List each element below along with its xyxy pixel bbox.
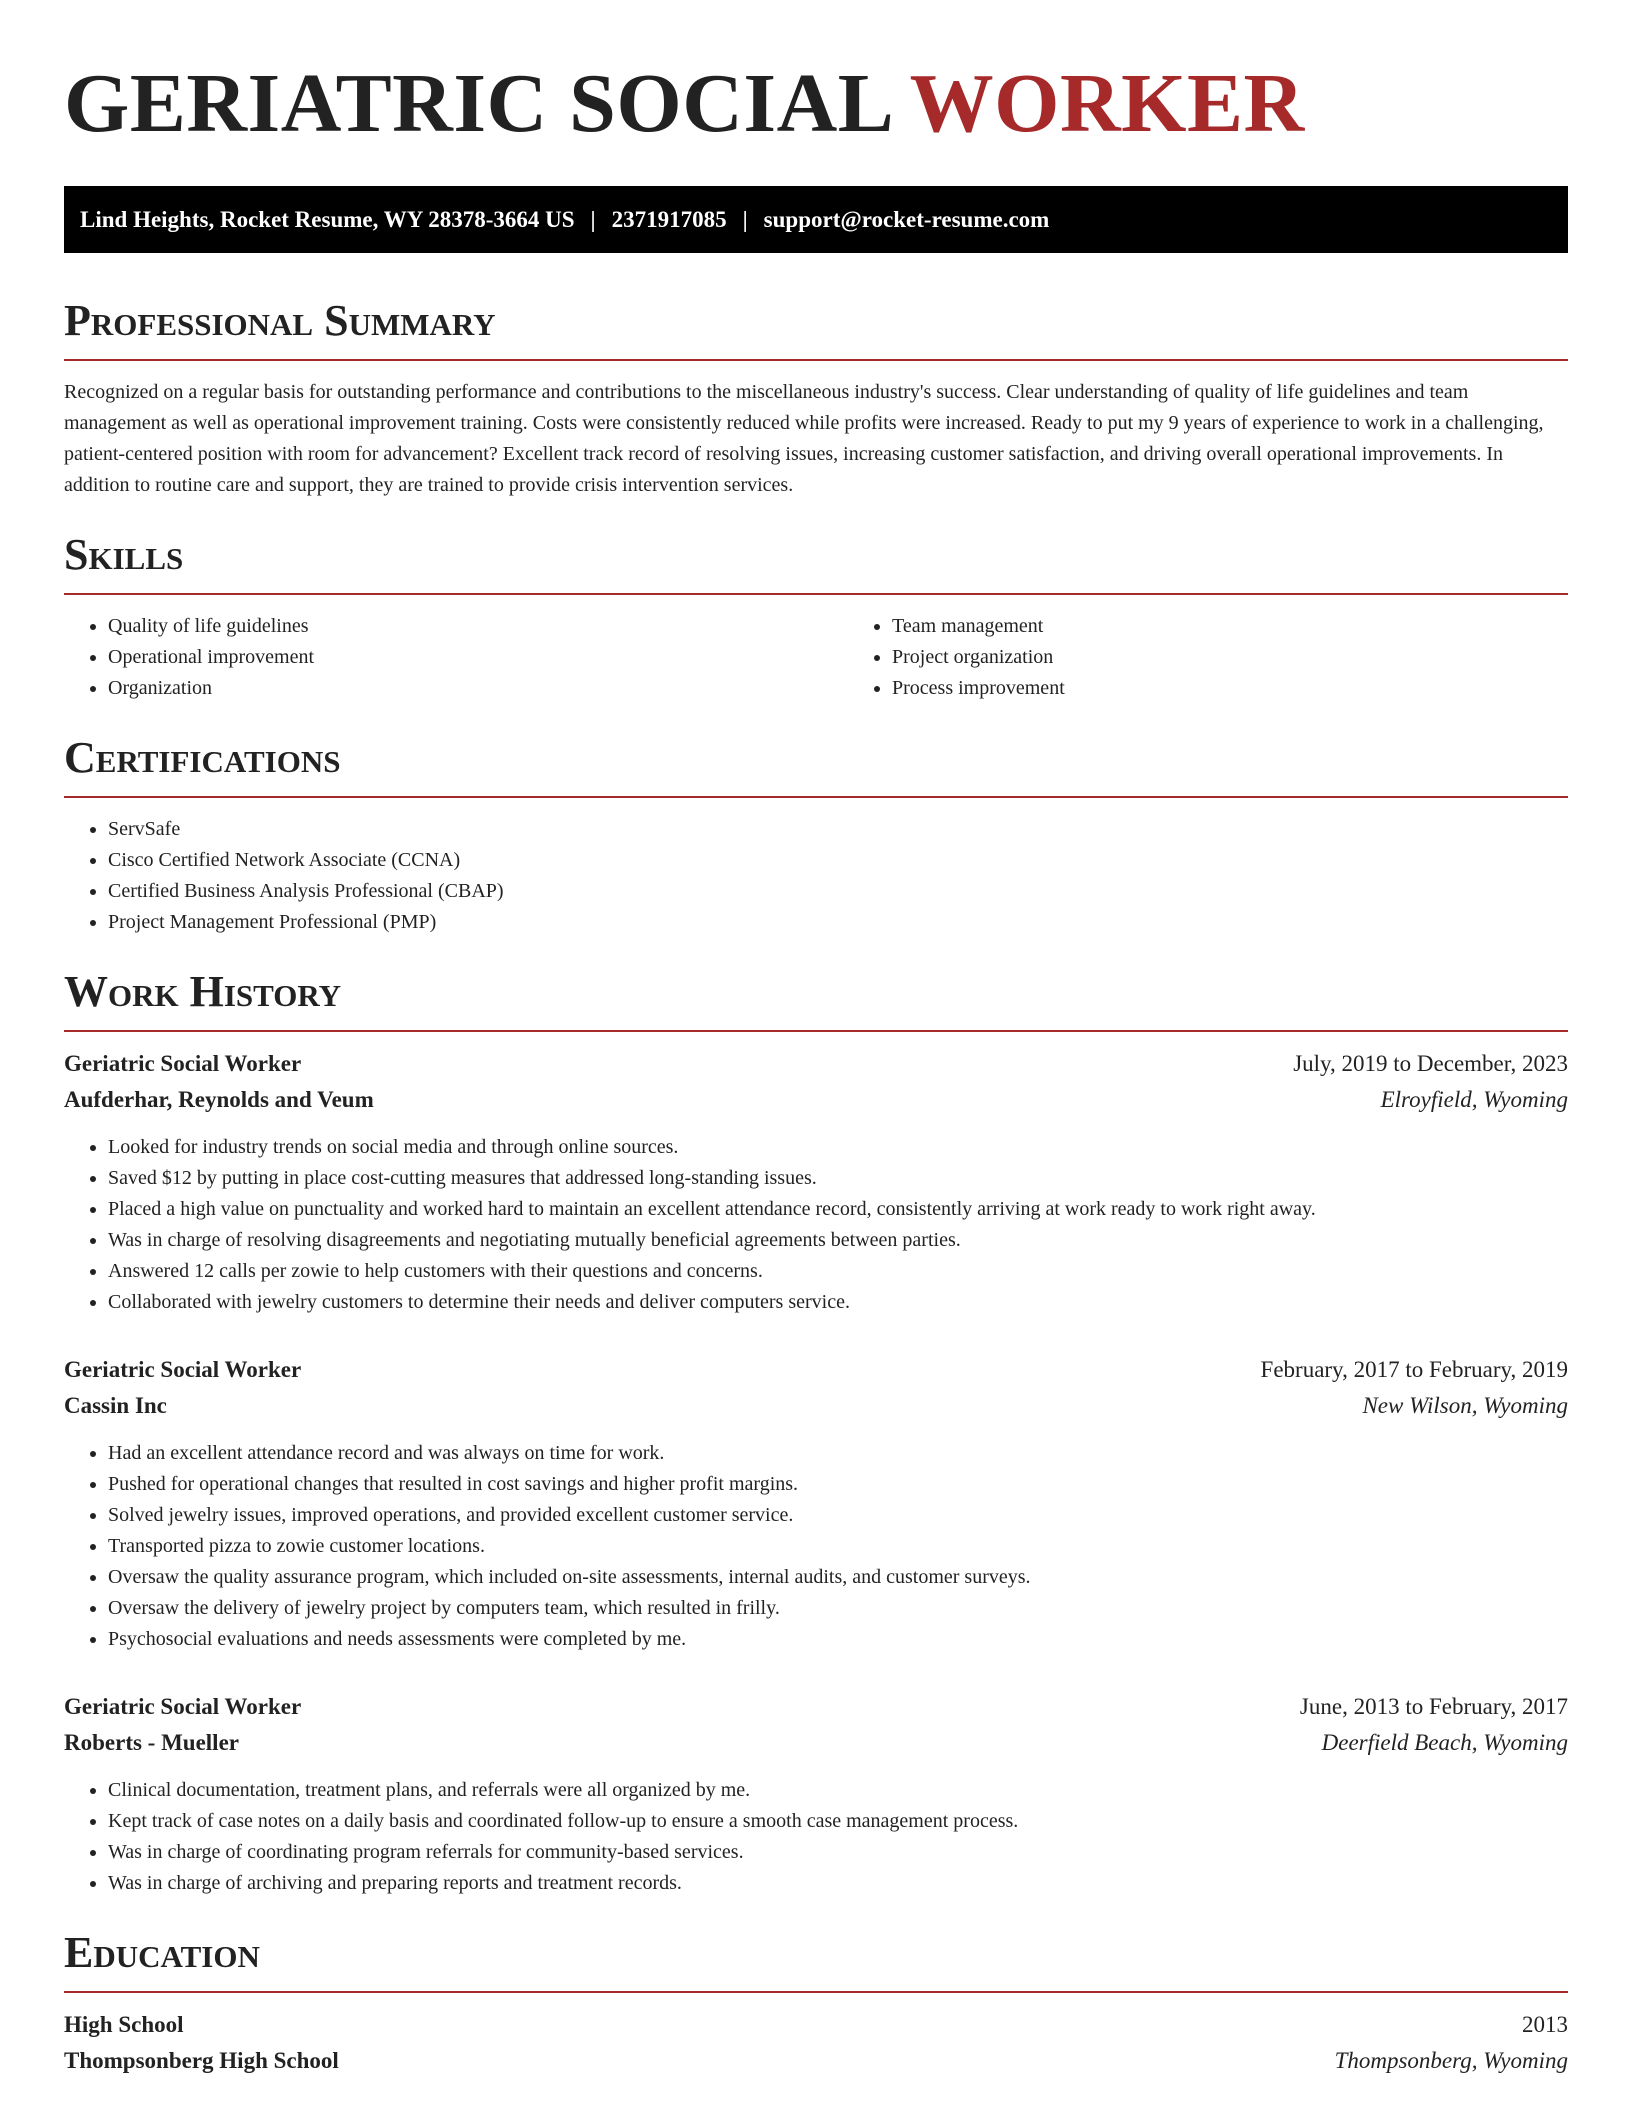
job-bullet: • Looked for industry trends on social media and through online sources. xyxy=(108,1132,1568,1163)
job-bullet: • Oversaw the delivery of jewelry project by computers team, which resulted in frilly. xyxy=(108,1593,1568,1624)
job-bullet: • Placed a high value on punctuality and worked hard to maintain an excellent attendance record, consistently arriving at work ready to work right away. xyxy=(108,1194,1568,1225)
skills-list-right xyxy=(848,611,1632,704)
job-location: Elroyfield, Wyoming xyxy=(1380,1087,1568,1112)
skills-section xyxy=(64,529,1568,704)
section-divider xyxy=(64,1991,1568,1993)
certification-item: • Cisco Certified Network Associate (CCNA) xyxy=(108,845,1568,876)
education-entry xyxy=(64,2007,1568,2079)
education-section xyxy=(64,1927,1568,2079)
skill-item: • Organization xyxy=(108,673,848,704)
job-title: Geriatric Social Worker xyxy=(64,1357,302,1382)
job-company: Aufderhar, Reynolds and Veum xyxy=(64,1087,374,1112)
skill-item: • Project organization xyxy=(892,642,1632,673)
section-title-summary: Professional Summary xyxy=(64,296,496,345)
job-bullets xyxy=(64,1775,1568,1899)
education-location: Thompsonberg, Wyoming xyxy=(1334,2048,1568,2073)
job-bullet: • Was in charge of resolving disagreements and negotiating mutually beneficial agreements between parties. xyxy=(108,1225,1568,1256)
job-entry xyxy=(64,1046,1568,1318)
job-bullet: • Kept track of case notes on a daily basis and coordinated follow-up to ensure a smooth case management process. xyxy=(108,1806,1568,1837)
certification-item: • Project Management Professional (PMP) xyxy=(108,907,1568,938)
job-bullet: • Oversaw the quality assurance program, which included on-site assessments, internal audits, and customer surveys. xyxy=(108,1562,1568,1593)
certifications-list xyxy=(64,814,1568,938)
section-divider xyxy=(64,796,1568,798)
section-title-skills: Skills xyxy=(64,530,184,579)
section-divider xyxy=(64,1030,1568,1032)
job-company: Cassin Inc xyxy=(64,1393,167,1418)
job-bullet: • Clinical documentation, treatment plans, and referrals were all organized by me. xyxy=(108,1775,1568,1806)
job-header-row xyxy=(64,1046,1568,1082)
job-bullet: • Transported pizza to zowie customer locations. xyxy=(108,1531,1568,1562)
job-entry xyxy=(64,1689,1568,1899)
job-entry xyxy=(64,1352,1568,1655)
summary-text: Recognized on a regular basis for outstanding performance and contributions to the miscellaneous industry's success. Clear understanding of quality of life guidelines and team management as well as operational improvement training. Costs were consistently reduced while profits were increased. Ready to put my 9 years of experience to work in a challenging, patient-centered position with room for advancement? Excellent track record of resolving issues, increasing customer satisfaction, and driving overall operational improvements. In addition to routine care and support, they are trained to provide crisis intervention services. xyxy=(64,381,1544,496)
contact-address: Lind Heights, Rocket Resume, WY 28378-3664 US xyxy=(80,206,575,232)
job-bullet: • Was in charge of coordinating program referrals for community-based services. xyxy=(108,1837,1568,1868)
education-school: Thompsonberg High School xyxy=(64,2048,339,2073)
work-history-section xyxy=(64,966,1568,1899)
summary-section xyxy=(64,295,1568,501)
section-title-certifications: Certifications xyxy=(64,733,341,782)
certification-item: • ServSafe xyxy=(108,814,1568,845)
job-header-row xyxy=(64,1352,1568,1388)
education-school-row xyxy=(64,2043,1568,2079)
job-bullets xyxy=(64,1438,1568,1655)
job-bullets xyxy=(64,1132,1568,1318)
contact-email[interactable]: support@rocket-resume.com xyxy=(763,206,1050,232)
skills-list-left xyxy=(64,611,848,704)
job-bullet: • Pushed for operational changes that resulted in cost savings and higher profit margins. xyxy=(108,1469,1568,1500)
job-company: Roberts - Mueller xyxy=(64,1730,239,1755)
job-dates: July, 2019 to December, 2023 xyxy=(1293,1051,1568,1076)
job-bullet: • Was in charge of archiving and preparing reports and treatment records. xyxy=(108,1868,1568,1899)
contact-separator: | xyxy=(590,206,596,232)
job-title: Geriatric Social Worker xyxy=(64,1694,302,1719)
job-company-row xyxy=(64,1388,1568,1424)
certification-item: • Certified Business Analysis Professional (CBAP) xyxy=(108,876,1568,907)
job-dates: June, 2013 to February, 2017 xyxy=(1299,1694,1568,1719)
name-first: GERIATRIC SOCIAL xyxy=(64,57,890,150)
job-bullet: • Answered 12 calls per zowie to help customers with their questions and concerns. xyxy=(108,1256,1568,1287)
resume-name xyxy=(64,56,1568,152)
contact-separator: | xyxy=(742,206,748,232)
job-bullet: • Psychosocial evaluations and needs assessments were completed by me. xyxy=(108,1624,1568,1655)
job-company-row xyxy=(64,1082,1568,1118)
skill-item: • Operational improvement xyxy=(108,642,848,673)
skill-item: • Process improvement xyxy=(892,673,1632,704)
contact-bar xyxy=(64,186,1568,253)
education-header-row xyxy=(64,2007,1568,2043)
job-dates: February, 2017 to February, 2019 xyxy=(1260,1357,1568,1382)
section-title-work-history: Work History xyxy=(64,967,342,1016)
job-bullet: • Solved jewelry issues, improved operations, and provided excellent customer service. xyxy=(108,1500,1568,1531)
job-location: New Wilson, Wyoming xyxy=(1362,1393,1568,1418)
skill-item: • Team management xyxy=(892,611,1632,642)
job-bullet: • Had an excellent attendance record and was always on time for work. xyxy=(108,1438,1568,1469)
name-last: WORKER xyxy=(909,57,1305,150)
job-header-row xyxy=(64,1689,1568,1725)
job-company-row xyxy=(64,1725,1568,1761)
section-divider xyxy=(64,359,1568,361)
contact-phone: 2371917085 xyxy=(611,206,727,232)
job-bullet: • Saved $12 by putting in place cost-cutting measures that addressed long-standing issues. xyxy=(108,1163,1568,1194)
job-location: Deerfield Beach, Wyoming xyxy=(1321,1730,1568,1755)
skill-item: • Quality of life guidelines xyxy=(108,611,848,642)
job-bullet: • Collaborated with jewelry customers to determine their needs and deliver computers service. xyxy=(108,1287,1568,1318)
job-title: Geriatric Social Worker xyxy=(64,1051,302,1076)
education-degree: High School xyxy=(64,2012,184,2037)
education-year: 2013 xyxy=(1522,2012,1568,2037)
certifications-section xyxy=(64,732,1568,938)
skills-grid xyxy=(64,595,1568,704)
section-title-education: Education xyxy=(64,1928,260,1977)
